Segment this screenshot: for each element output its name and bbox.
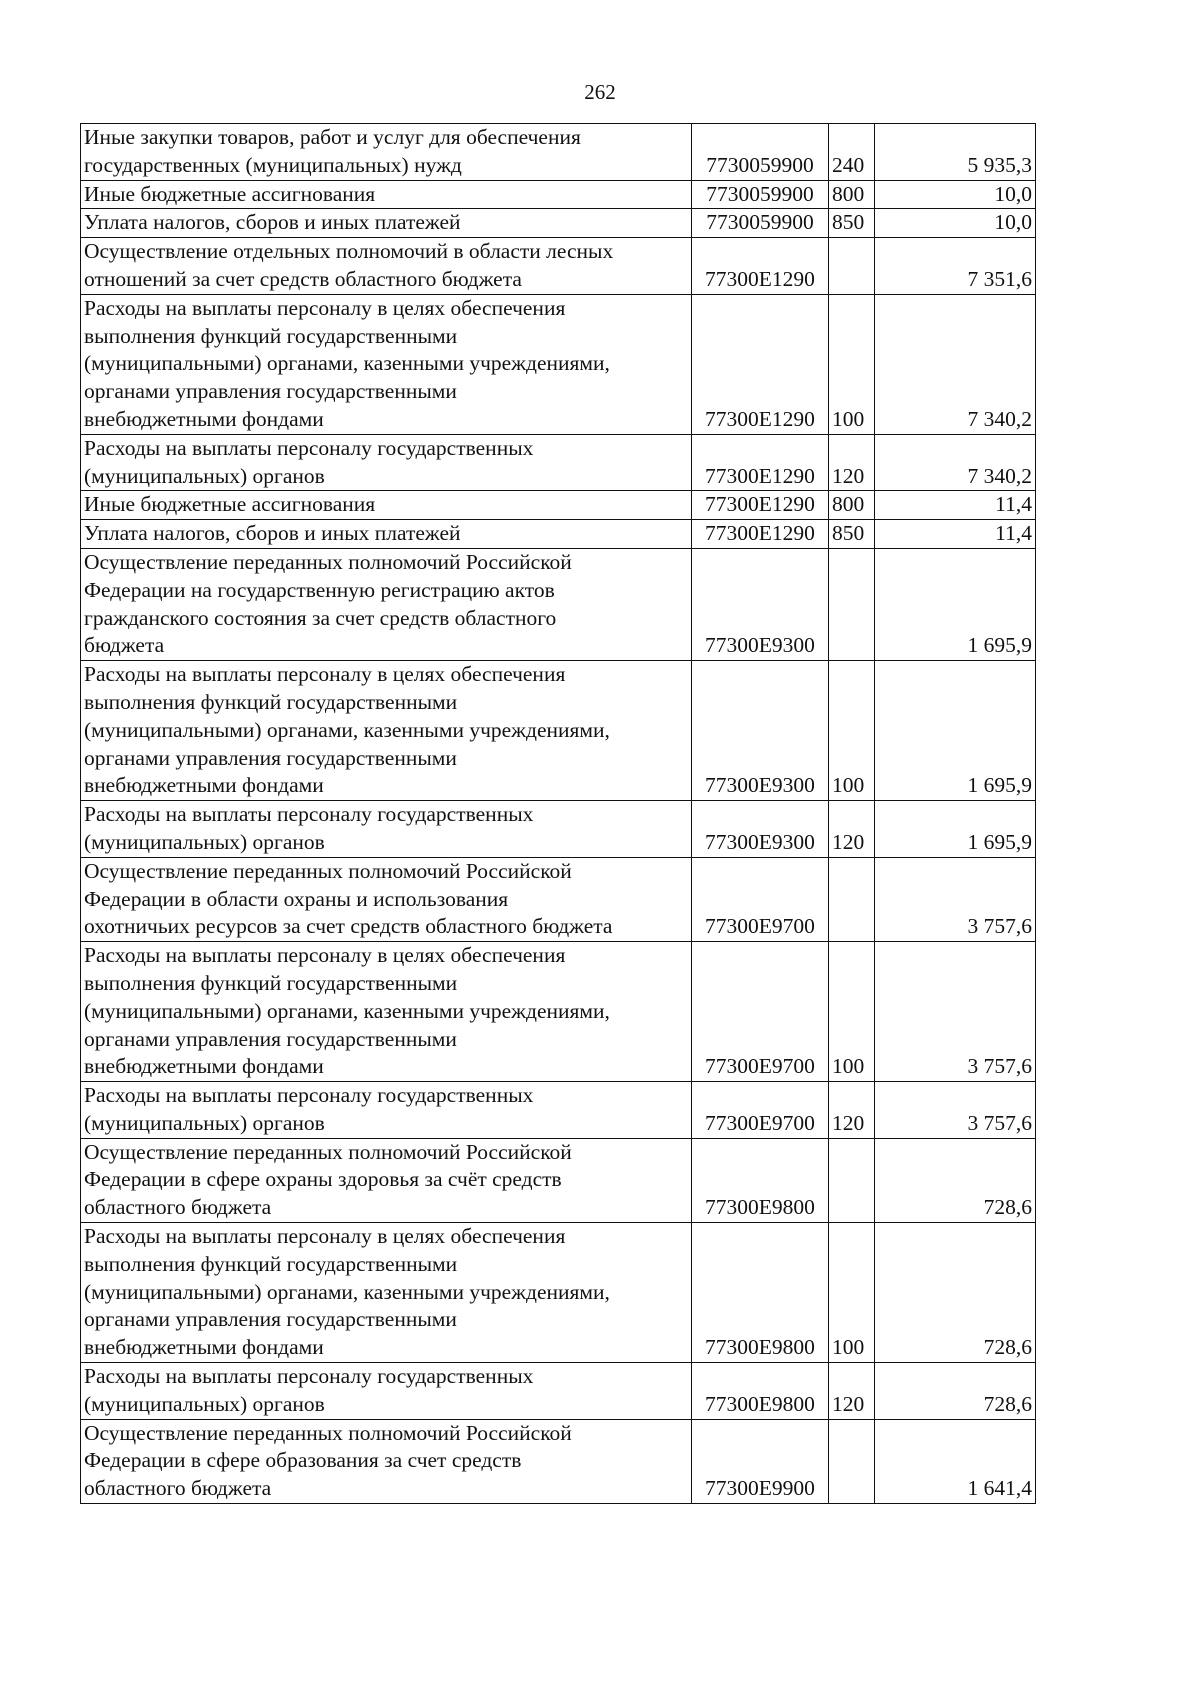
expense-name-cell: Иные бюджетные ассигнования (81, 180, 692, 209)
table-row (81, 1138, 1036, 1222)
expense-type-cell (829, 1138, 875, 1222)
amount-cell: 7 351,6 (875, 238, 1036, 295)
table-row (81, 180, 1036, 209)
table-row (81, 548, 1036, 660)
expense-type-cell: 800 (829, 180, 875, 209)
target-code-cell: 77300E9800 (692, 1138, 829, 1222)
expense-name-cell: Расходы на выплаты персоналу государственных (муниципальных) органов (81, 1082, 692, 1139)
table-row (81, 209, 1036, 238)
table-row (81, 1419, 1036, 1503)
table-row (81, 942, 1036, 1082)
target-code-cell: 77300E1290 (692, 434, 829, 491)
amount-cell: 10,0 (875, 209, 1036, 238)
expense-name-cell: Расходы на выплаты персоналу в целях обеспечения выполнения функций государственными (муниципальными) органами, казенными учреждениями, органами управления государственными внебюджетными фондами (81, 942, 692, 1082)
amount-cell: 1 641,4 (875, 1419, 1036, 1503)
table-row (81, 520, 1036, 549)
expense-type-cell (829, 1419, 875, 1503)
target-code-cell: 77300E9300 (692, 661, 829, 801)
expense-name-cell: Расходы на выплаты персоналу государственных (муниципальных) органов (81, 801, 692, 858)
expense-name-cell: Уплата налогов, сборов и иных платежей (81, 520, 692, 549)
amount-cell: 1 695,9 (875, 548, 1036, 660)
expense-name-cell: Уплата налогов, сборов и иных платежей (81, 209, 692, 238)
expense-name-cell: Расходы на выплаты персоналу государственных (муниципальных) органов (81, 434, 692, 491)
target-code-cell: 77300E1290 (692, 238, 829, 295)
target-code-cell: 77300E9300 (692, 548, 829, 660)
expense-type-cell (829, 857, 875, 941)
amount-cell: 10,0 (875, 180, 1036, 209)
expense-type-cell: 850 (829, 209, 875, 238)
target-code-cell: 77300E9800 (692, 1363, 829, 1420)
expense-type-cell: 240 (829, 124, 875, 181)
amount-cell: 728,6 (875, 1138, 1036, 1222)
amount-cell: 3 757,6 (875, 857, 1036, 941)
amount-cell: 11,4 (875, 520, 1036, 549)
expense-type-cell: 100 (829, 661, 875, 801)
table-row (81, 238, 1036, 295)
expense-name-cell: Осуществление переданных полномочий Российской Федерации в области охраны и использования охотничьих ресурсов за счет средств областного бюджета (81, 857, 692, 941)
expense-type-cell (829, 238, 875, 295)
amount-cell: 728,6 (875, 1223, 1036, 1363)
target-code-cell: 77300E9700 (692, 942, 829, 1082)
target-code-cell: 77300E9700 (692, 857, 829, 941)
expense-name-cell: Осуществление переданных полномочий Российской Федерации на государственную регистрацию актов гражданского состояния за счет средств областного бюджета (81, 548, 692, 660)
expense-type-cell: 100 (829, 1223, 875, 1363)
table-row (81, 434, 1036, 491)
target-code-cell: 7730059900 (692, 124, 829, 181)
table-row (81, 857, 1036, 941)
amount-cell: 3 757,6 (875, 942, 1036, 1082)
amount-cell: 5 935,3 (875, 124, 1036, 181)
target-code-cell: 77300E9900 (692, 1419, 829, 1503)
expense-type-cell: 120 (829, 801, 875, 858)
amount-cell: 7 340,2 (875, 434, 1036, 491)
target-code-cell: 77300E1290 (692, 294, 829, 434)
target-code-cell: 7730059900 (692, 180, 829, 209)
expense-type-cell: 100 (829, 294, 875, 434)
amount-cell: 1 695,9 (875, 801, 1036, 858)
page-number: 262 (584, 80, 616, 104)
table-row (81, 1363, 1036, 1420)
expense-name-cell: Осуществление переданных полномочий Российской Федерации в сфере охраны здоровья за счёт средств областного бюджета (81, 1138, 692, 1222)
table-row (81, 801, 1036, 858)
table-row (81, 1082, 1036, 1139)
expense-name-cell: Осуществление отдельных полномочий в области лесных отношений за счет средств областного бюджета (81, 238, 692, 295)
expense-type-cell: 120 (829, 1082, 875, 1139)
target-code-cell: 77300E9300 (692, 801, 829, 858)
target-code-cell: 77300E9800 (692, 1223, 829, 1363)
expense-type-cell: 100 (829, 942, 875, 1082)
expense-type-cell (829, 548, 875, 660)
expense-type-cell: 120 (829, 1363, 875, 1420)
amount-cell: 7 340,2 (875, 294, 1036, 434)
table-row (81, 124, 1036, 181)
expense-name-cell: Расходы на выплаты персоналу в целях обеспечения выполнения функций государственными (муниципальными) органами, казенными учреждениями, органами управления государственными внебюджетными фондами (81, 294, 692, 434)
target-code-cell: 77300E1290 (692, 520, 829, 549)
budget-table (80, 123, 1036, 1504)
table-row (81, 294, 1036, 434)
amount-cell: 11,4 (875, 491, 1036, 520)
table-row (81, 1223, 1036, 1363)
amount-cell: 1 695,9 (875, 661, 1036, 801)
expense-type-cell: 800 (829, 491, 875, 520)
expense-name-cell: Расходы на выплаты персоналу в целях обеспечения выполнения функций государственными (муниципальными) органами, казенными учреждениями, органами управления государственными внебюджетными фондами (81, 1223, 692, 1363)
expense-type-cell: 850 (829, 520, 875, 549)
expense-type-cell: 120 (829, 434, 875, 491)
expense-name-cell: Иные бюджетные ассигнования (81, 491, 692, 520)
target-code-cell: 7730059900 (692, 209, 829, 238)
target-code-cell: 77300E1290 (692, 491, 829, 520)
expense-name-cell: Расходы на выплаты персоналу государственных (муниципальных) органов (81, 1363, 692, 1420)
table-row (81, 661, 1036, 801)
table-row (81, 491, 1036, 520)
expense-name-cell: Иные закупки товаров, работ и услуг для обеспечения государственных (муниципальных) нужд (81, 124, 692, 181)
expense-name-cell: Осуществление переданных полномочий Российской Федерации в сфере образования за счет средств областного бюджета (81, 1419, 692, 1503)
amount-cell: 728,6 (875, 1363, 1036, 1420)
target-code-cell: 77300E9700 (692, 1082, 829, 1139)
expense-name-cell: Расходы на выплаты персоналу в целях обеспечения выполнения функций государственными (муниципальными) органами, казенными учреждениями, органами управления государственными внебюджетными фондами (81, 661, 692, 801)
amount-cell: 3 757,6 (875, 1082, 1036, 1139)
